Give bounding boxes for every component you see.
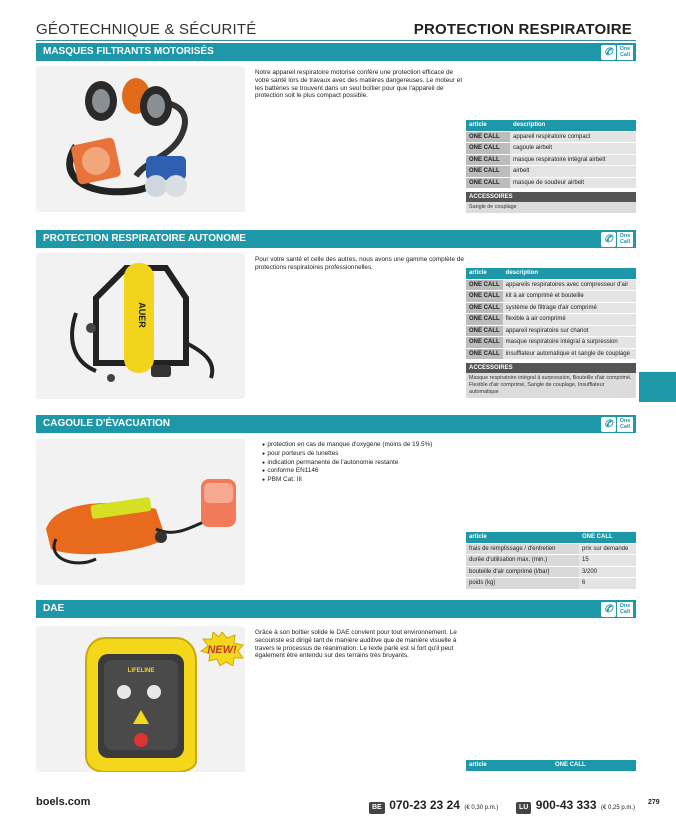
feature-item: ● indication permanente de l'autonomie restante bbox=[263, 459, 467, 468]
accessories-autonome bbox=[466, 363, 636, 398]
row-article: ONE CALL bbox=[466, 291, 503, 303]
col-article: article bbox=[466, 120, 510, 131]
escape-hood-illustration bbox=[36, 439, 245, 585]
section-bar-dae bbox=[36, 600, 636, 618]
badge-line2: Call bbox=[619, 609, 631, 615]
footer-phone-be bbox=[369, 796, 498, 814]
row-article: ONE CALL bbox=[466, 302, 503, 314]
badge-line2: Call bbox=[619, 424, 631, 430]
description-dae: Grâce à son boîtier solide le DAE convient pour tout environnement. Le secouriste est dirigé tant de manière auditive que de manière visuelle à travers le processus de réanimation. Le texte parlé est si fort qu'il peut également être entendu sur des terrains très bruyants. bbox=[255, 629, 457, 660]
badge-line1: One bbox=[619, 417, 631, 424]
table-row bbox=[466, 566, 636, 578]
table-row bbox=[466, 314, 636, 326]
section-bar-masques bbox=[36, 43, 636, 61]
feature-item: ● conforme EN1146 bbox=[263, 467, 467, 476]
features-cagoule bbox=[255, 441, 467, 485]
badge-line1: One bbox=[619, 45, 631, 52]
category-title: GÉOTECHNIQUE & SÉCURITÉ bbox=[36, 21, 257, 38]
product-image-autonome bbox=[36, 253, 245, 399]
row-article: ONE CALL bbox=[466, 325, 503, 337]
one-call-badge bbox=[601, 44, 633, 60]
badge-line2: Call bbox=[619, 239, 631, 245]
product-image-masques bbox=[36, 66, 245, 212]
row-description: appareil respiratoire compact bbox=[510, 131, 636, 143]
table-row bbox=[466, 154, 636, 166]
row-description: masque de soudeur airbelt bbox=[510, 177, 636, 189]
row-description: cagoule airbelt bbox=[510, 143, 636, 155]
spec-value: 6 bbox=[579, 578, 636, 590]
table-row bbox=[466, 143, 636, 155]
table-row bbox=[466, 177, 636, 189]
one-call-badge bbox=[601, 416, 633, 432]
accessories-title: ACCESSOIRES bbox=[466, 192, 636, 202]
new-badge-label: NEW! bbox=[207, 644, 237, 656]
table-row bbox=[466, 555, 636, 567]
table-header-row bbox=[466, 760, 636, 771]
row-description: masque respiratoire intégral airbelt bbox=[510, 154, 636, 166]
be-phone-number[interactable]: 070-23 23 24 bbox=[389, 798, 460, 812]
table-row bbox=[466, 166, 636, 178]
badge-line1: One bbox=[619, 232, 631, 239]
feature-item: ● protection en cas de manque d'oxygène (moins de 19.5%) bbox=[263, 441, 467, 450]
article-table-masques bbox=[466, 120, 636, 189]
row-article: ONE CALL bbox=[466, 177, 510, 189]
cylinder-label: AUER bbox=[137, 302, 147, 328]
description-autonome: Pour votre santé et celle des autres, nous avons une gamme complète de protections respiratoires professionnelles. bbox=[255, 256, 464, 271]
footer-phone-lu bbox=[516, 796, 635, 814]
row-description: airbelt bbox=[510, 166, 636, 178]
article-table-autonome bbox=[466, 268, 636, 360]
col-description: description bbox=[503, 268, 636, 279]
badge-line1: One bbox=[619, 602, 631, 609]
row-description: masque respiratoire intégral à surpression bbox=[503, 337, 636, 349]
col-one-call: ONE CALL bbox=[552, 760, 636, 771]
lu-phone-number[interactable]: 900-43 333 bbox=[535, 798, 597, 812]
table-row bbox=[466, 578, 636, 590]
accessories-masques bbox=[466, 192, 636, 213]
be-call-price: (€ 0,30 p.m.) bbox=[464, 805, 499, 811]
feature-item: ● PBM Cat. III bbox=[263, 476, 467, 485]
table-header-row bbox=[466, 532, 636, 543]
section-heading: PROTECTION RESPIRATOIRE AUTONOME bbox=[43, 233, 246, 244]
badge-line2: Call bbox=[619, 52, 631, 58]
article-table-dae bbox=[466, 760, 636, 772]
table-row bbox=[466, 279, 636, 291]
product-image-cagoule bbox=[36, 439, 245, 585]
table-row bbox=[466, 543, 636, 555]
header-divider bbox=[36, 40, 636, 41]
row-description: flexible à air comprimé bbox=[503, 314, 636, 326]
feature-item: ● pour porteurs de lunettes bbox=[263, 450, 467, 459]
accessories-text: Sangle de couplage bbox=[466, 202, 636, 213]
lu-call-price: (€ 0,25 p.m.) bbox=[600, 805, 635, 811]
table-row bbox=[466, 302, 636, 314]
spec-value: 15 bbox=[579, 555, 636, 567]
powered-respirator-illustration bbox=[36, 66, 245, 212]
row-description: appareil respiratoire sur chariot bbox=[503, 325, 636, 337]
section-bar-cagoule bbox=[36, 415, 636, 433]
footer-url[interactable]: boels.com bbox=[36, 796, 91, 808]
row-description: système de filtrage d'air comprimé bbox=[503, 302, 636, 314]
col-article: article bbox=[466, 760, 552, 771]
spec-label: bouteille d'air comprimé (l/bar) bbox=[466, 566, 579, 578]
section-bar-autonome bbox=[36, 230, 636, 248]
phone-icon: ✆ bbox=[601, 602, 616, 617]
table-row bbox=[466, 337, 636, 349]
row-article: ONE CALL bbox=[466, 131, 510, 143]
side-index-tab bbox=[639, 372, 676, 402]
section-title: PROTECTION RESPIRATOIRE bbox=[413, 21, 632, 38]
breathing-apparatus-illustration bbox=[36, 253, 245, 399]
phone-icon: ✆ bbox=[601, 417, 616, 432]
row-article: ONE CALL bbox=[466, 348, 503, 360]
one-call-badge bbox=[601, 231, 633, 247]
accessories-text: Masque respiratoire intégral à surpression, Bouteille d'air comprimé, Flexible d'air comprimé, Sangle de couplage, Insufflateur automatique bbox=[466, 373, 636, 398]
phone-icon: ✆ bbox=[601, 45, 616, 60]
table-header-row bbox=[466, 268, 636, 279]
table-row bbox=[466, 131, 636, 143]
row-description: kit à air comprimé et bouteille bbox=[503, 291, 636, 303]
new-badge bbox=[200, 632, 244, 666]
row-article: ONE CALL bbox=[466, 154, 510, 166]
accessories-title: ACCESSOIRES bbox=[466, 363, 636, 373]
spec-value: 3/200 bbox=[579, 566, 636, 578]
row-description: insufflateur automatique et sangle de couplage bbox=[503, 348, 636, 360]
row-article: ONE CALL bbox=[466, 279, 503, 291]
spec-label: durée d'utilisation max. (min.) bbox=[466, 555, 579, 567]
phone-icon: ✆ bbox=[601, 232, 616, 247]
table-row bbox=[466, 291, 636, 303]
spec-table-cagoule bbox=[466, 532, 636, 590]
description-masques: Notre appareil respiratoire motorisé confère une protection efficace de votre santé lors de travaux avec des matières dangereuses. Le moteur et les batteries se trouvent dans un seul boîtier pour que l'appareil de protection soit le plus compact possible. bbox=[255, 69, 463, 100]
table-header-row bbox=[466, 120, 636, 131]
section-heading: CAGOULE D'ÉVACUATION bbox=[43, 418, 171, 429]
one-call-badge bbox=[601, 601, 633, 617]
row-article: ONE CALL bbox=[466, 314, 503, 326]
spec-value: prix sur demande bbox=[579, 543, 636, 555]
row-description: appareils respiratoires avec compresseur d'air bbox=[503, 279, 636, 291]
be-country-code: BE bbox=[369, 802, 385, 814]
spec-label: poids (kg) bbox=[466, 578, 579, 590]
section-heading: MASQUES FILTRANTS MOTORISÉS bbox=[43, 46, 214, 57]
col-one-call: ONE CALL bbox=[579, 532, 636, 543]
spec-label: frais de remplissage / d'entretien bbox=[466, 543, 579, 555]
row-article: ONE CALL bbox=[466, 166, 510, 178]
row-article: ONE CALL bbox=[466, 143, 510, 155]
page-number: 279 bbox=[648, 799, 660, 806]
section-heading: DAE bbox=[43, 603, 65, 614]
row-article: ONE CALL bbox=[466, 337, 503, 349]
device-brand: LIFELINE bbox=[127, 668, 155, 674]
col-article: article bbox=[466, 268, 503, 279]
col-description: description bbox=[510, 120, 636, 131]
col-article: article bbox=[466, 532, 579, 543]
lu-country-code: LU bbox=[516, 802, 531, 814]
table-row bbox=[466, 348, 636, 360]
table-row bbox=[466, 325, 636, 337]
